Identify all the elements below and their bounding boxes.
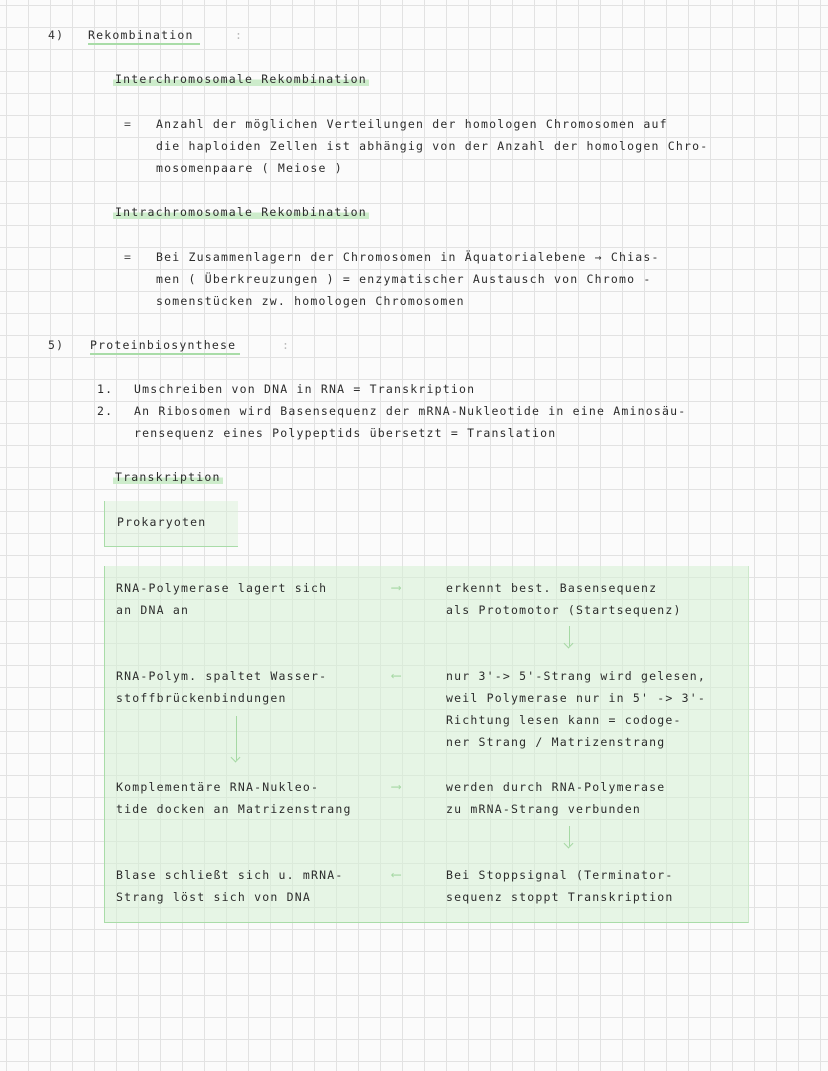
step-number: 2.: [97, 404, 114, 418]
flow-right-text: werden durch RNA-Polymerase: [446, 780, 666, 794]
flow-right-text: ner Strang / Matrizenstrang: [446, 735, 666, 749]
down-arrow-icon: [236, 716, 237, 760]
flow-right-text: nur 3'-> 5'-Strang wird gelesen,: [446, 669, 706, 683]
inter-bullet: =: [124, 117, 133, 131]
section-5-colon: :: [282, 338, 291, 352]
section-4-colon: :: [235, 28, 244, 42]
flow-right-text: weil Polymerase nur in 5' -> 3'-: [446, 691, 706, 705]
intra-line: Bei Zusammenlagern der Chromosomen in Äquatorialebene → Chias-: [156, 250, 660, 264]
right-arrow-icon: ⟶: [392, 779, 402, 795]
flow-left-text: Komplementäre RNA-Nukleo-: [116, 780, 320, 794]
flow-right-text: als Protomotor (Startsequenz): [446, 603, 682, 617]
flow-right-text: zu mRNA-Strang verbunden: [446, 802, 641, 816]
step-line: An Ribosomen wird Basensequenz der mRNA-Nukleotide in eine Aminosäu-: [134, 404, 687, 418]
flow-left-text: an DNA an: [116, 603, 190, 617]
flow-right-text: erkennt best. Basensequenz: [446, 581, 658, 595]
right-arrow-icon: ⟶: [392, 580, 402, 596]
flow-left-text: Blase schließt sich u. mRNA-: [116, 868, 344, 882]
intra-bullet: =: [124, 250, 133, 264]
down-arrow-icon: [569, 626, 570, 646]
left-arrow-icon: ⟵: [392, 668, 402, 684]
step-line: rensequenz eines Polypeptids übersetzt = Translation: [134, 426, 557, 440]
flow-left-text: stoffbrückenbindungen: [116, 691, 287, 705]
intra-line: somenstücken zw. homologen Chromosomen: [156, 294, 465, 308]
flow-left-text: RNA-Polym. spaltet Wasser-: [116, 669, 328, 683]
step-line: Umschreiben von DNA in RNA = Transkription: [134, 382, 476, 396]
section-5-number: 5): [48, 338, 65, 352]
flow-left-text: RNA-Polymerase lagert sich: [116, 581, 328, 595]
step-number: 1.: [97, 382, 114, 396]
flow-left-text: tide docken an Matrizenstrang: [116, 802, 352, 816]
transkription-heading: Transkription: [115, 470, 221, 484]
intra-heading: Intrachromosomale Rekombination: [115, 205, 367, 219]
intra-line: men ( Überkreuzungen ) = enzymatischer Austausch von Chromo -: [156, 272, 652, 286]
inter-line: mosomenpaare ( Meiose ): [156, 161, 343, 175]
inter-line: Anzahl der möglichen Verteilungen der homologen Chromosomen auf: [156, 117, 668, 131]
section-5-heading: Proteinbiosynthese: [90, 338, 240, 355]
prokaryoten-label: Prokaryoten: [117, 515, 207, 529]
section-4-number: 4): [48, 28, 65, 42]
inter-line: die haploiden Zellen ist abhängig von der Anzahl der homologen Chro-: [156, 139, 709, 153]
flow-left-text: Strang löst sich von DNA: [116, 890, 311, 904]
flow-right-text: Bei Stoppsignal (Terminator-: [446, 868, 674, 882]
section-4-heading: Rekombination: [88, 28, 200, 45]
flow-right-text: Richtung lesen kann = codoge-: [446, 713, 682, 727]
inter-heading: Interchromosomale Rekombination: [115, 72, 367, 86]
left-arrow-icon: ⟵: [392, 867, 402, 883]
flow-right-text: sequenz stoppt Transkription: [446, 890, 674, 904]
down-arrow-icon: [569, 826, 570, 846]
